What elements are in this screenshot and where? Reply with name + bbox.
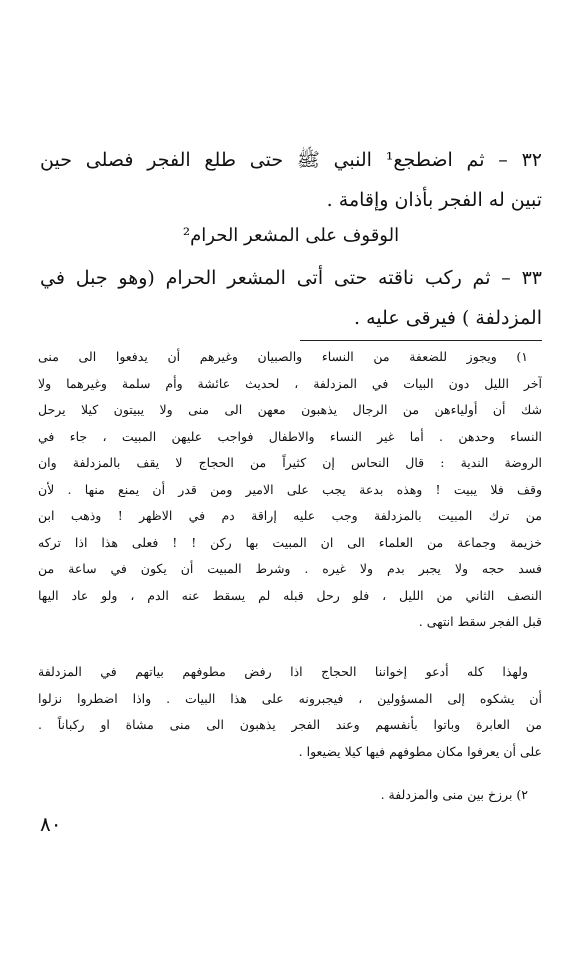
footnote-1-line: النساء وحدهن . أما غير النساء والاطفال فواجب عليهن المبيت ، جاء في: [38, 428, 542, 444]
footnote-1-line: وقف فلا يبيت ! وهذه بدعة يجب على الامير ومن قدر أن يمنع منها . لأن: [38, 481, 542, 497]
footnote-1-line: فسد حجه ولا يجبر بدم ولا غيره . وشرط المبيت أن يكون في ساعة من: [38, 561, 542, 576]
footnote-1-line: آخر الليل دون البيات في المزدلفة ، لحديث عائشة وأم سلمة وغيرهما ولا: [38, 375, 542, 391]
footnote-1-line: قبل الفجر سقط انتهى .: [418, 614, 542, 629]
footnote-divider: [300, 340, 542, 341]
footnote-1-line: من ترك المبيت بالمزدلفة وجب عليه إراقة دم في الاظهر ! وذهب ابن: [38, 508, 542, 523]
footnote-1: [38, 344, 542, 636]
paragraph-32-line-1: ٣٢ – ثم اضطجع¹ النبي ﷺ حتى طلع الفجر فصلى حين: [40, 149, 542, 171]
paragraph-33: [40, 258, 542, 338]
page-number: ٨٠: [40, 812, 62, 836]
footnote-1-line: الروضة الندية : قال النحاس إن كثيراً من الحجاج لا يقف بالمزدلفة وان: [38, 455, 542, 470]
footnote-1-continuation: [38, 659, 542, 765]
paragraph-32: [40, 140, 542, 220]
footnote-1-line: خزيمة وجماعة من العلماء الى ان المبيت بها ركن ! ! فعلى هذا اذا تركه: [38, 534, 542, 550]
footnote-2-line: ٢) برزخ بين منى والمزدلفة .: [380, 787, 528, 802]
paragraph-33-line-2: المزدلفة ) فيرقى عليه .: [354, 307, 542, 329]
footnote-1b-line: ولهذا كله أدعو إخواننا الحجاج اذا رفض مطوفهم بياتهم في المزدلفة: [38, 664, 528, 679]
paragraph-32-line-2: تبين له الفجر بأذان وإقامة .: [326, 189, 542, 211]
footnote-1-line: شك أن أولياءهن من الرجال يذهبون معهن الى منى ولا يبيتون كيلا يرحل: [38, 402, 542, 417]
footnote-1b-line: أن يشكوه إلى المسؤولين ، فيجبرونه على هذا البيات . واذا اضطروا نزلوا: [38, 690, 542, 706]
section-heading: الوقوف على المشعر الحرام²: [182, 225, 400, 246]
footnote-1b-line: من العابرة وباتوا بأنفسهم وعند الفجر يذهبون الى منى مشاة او ركباناً .: [38, 717, 542, 732]
footnote-1b-line: على أن يعرفوا مكان مطوفهم فيها كيلا يضيعوا .: [298, 743, 542, 759]
footnote-2: [38, 782, 542, 809]
paragraph-33-line-1: ٣٣ – ثم ركب ناقته حتى أتى المشعر الحرام (وهو جبل في: [40, 267, 542, 289]
footnote-1-line: النصف الثاني من الليل ، فلو رحل قبله لم يسقط عنه الدم ، ولو عاد اليها: [38, 587, 542, 603]
footnote-1-line: ١) ويجوز للضعفة من النساء والصبيان وغيرهم أن يدفعوا الى منى: [38, 349, 528, 364]
